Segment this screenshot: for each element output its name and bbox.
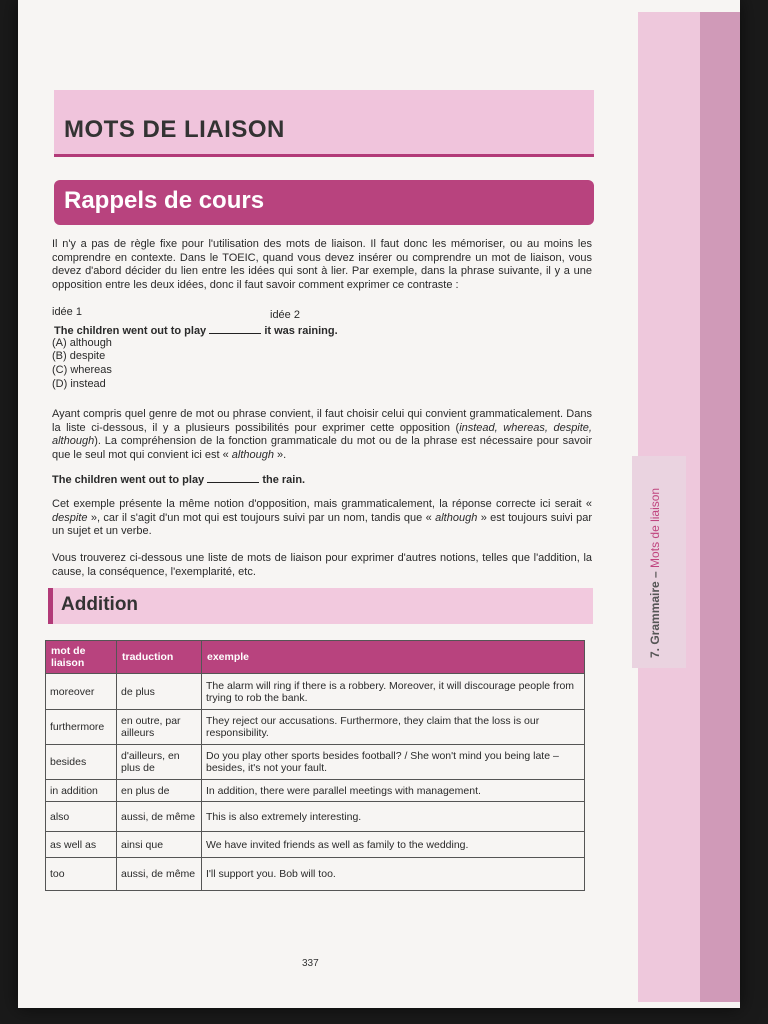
paragraph-grammar [52,408,592,462]
title-band [54,90,594,157]
addition-heading-band [48,588,593,624]
page-edge-shadow [700,12,740,1002]
intro-paragraph: Il n'y a pas de règle fixe pour l'utilisation des mots de liaison. Il faut donc les mémoriser, ou au moins les comprendre en contexte. Dans le TOEIC, quand vous devez insérer ou comprendre un mot de liaison, vous devez d'abord décider du lien entre les idées qui sont à lier. Par exemple, dans la phrase suivante, il y a une opposition entre les deux idées, donc il faut savoir comment exprimer ce contraste : [52,238,592,291]
table-cell: Do you play other sports besides football? / She won't mind you being late – besides, it's not your fault. [202,745,585,780]
table-cell: en plus de [117,780,202,802]
table-cell: besides [46,745,117,780]
table-cell: This is also extremely interesting. [202,802,585,832]
paragraph-text: Cet exemple présente la même notion d'opposition, mais grammaticalement, la réponse correcte ici serait « [52,498,592,510]
paragraph-italic: although [231,448,274,461]
paragraph-text: » est toujours suivi par un sujet et un verbe. [52,511,592,538]
table-row [46,674,585,710]
table-cell: d'ailleurs, en plus de [117,745,202,780]
table-cell: I'll support you. Bob will too. [202,858,585,891]
table-row [46,710,585,745]
addition-heading: Addition [61,594,139,615]
table-cell: aussi, de même [117,802,202,832]
table-cell: de plus [117,674,202,710]
section-heading: Rappels de cours [64,187,265,214]
example-sentence-start: The children went out to play [54,325,207,337]
section-heading-band [54,180,594,225]
example-sentence-2 [52,472,305,488]
table-cell: ainsi que [117,832,202,858]
column-header: mot de liaison [46,641,117,674]
example-option: (C) whereas [52,364,112,376]
table-cell: too [46,858,117,891]
table-row [46,780,585,802]
table-cell: in addition [46,780,117,802]
paragraph-text: », car il s'agit d'un mot qui est toujours suivi par un nom, tandis que « [87,511,436,524]
chapter-topic: Mots de liaison [648,487,662,568]
table-cell: moreover [46,674,117,710]
table-row [46,832,585,858]
chapter-name: 7. Grammaire – [648,567,662,658]
table-cell: aussi, de même [117,858,202,891]
table-cell: They reject our accusations. Furthermore, they claim that the loss is our responsibility. [202,710,585,745]
paragraph-despite [52,498,592,539]
example-option: (D) instead [52,378,106,390]
table-cell: furthermore [46,710,117,745]
paragraph-list-intro: Vous trouverez ci-dessous une liste de mots de liaison pour exprimer d'autres notions, telles que l'addition, la cause, la conséquence, l'exemplarité, etc. [52,552,592,578]
table-header-row [46,641,585,674]
table-cell: en outre, par ailleurs [117,710,202,745]
example-blank [209,323,261,334]
example-option: (A) although [52,337,112,349]
linking-words-table [45,640,585,891]
example2-end: the rain. [262,474,306,486]
paragraph-italic: despite [52,511,88,524]
table-cell: also [46,802,117,832]
table-cell: In addition, there were parallel meetings with management. [202,780,585,802]
idea1-label: idée 1 [52,306,82,318]
column-header: exemple [202,641,585,674]
example-option: (B) despite [52,350,106,362]
idea2-label: idée 2 [270,309,300,321]
example-sentence-end: it was raining. [264,325,338,337]
table-row [46,745,585,780]
table-cell: We have invited friends as well as family to the wedding. [202,832,585,858]
table-row [46,802,585,832]
column-header: traduction [117,641,202,674]
example2-blank [207,472,259,483]
paragraph-italic: although [435,511,478,524]
table-row [46,858,585,891]
paragraph-italic: instead, whereas, despite, although [52,421,592,448]
table-cell: as well as [46,832,117,858]
paragraph-text: Ayant compris quel genre de mot ou phrase convient, il faut choisir celui qui convient grammaticalement. Dans la liste ci-dessous, il y a plusieurs possibilités pour exprimer cette opposition ( [52,408,592,434]
example2-start: The children went out to play [52,474,205,486]
chapter-side-label [648,488,662,658]
page-title: MOTS DE LIAISON [64,116,285,143]
page-number: 337 [302,958,319,969]
table-cell: The alarm will ring if there is a robbery. Moreover, it will discourage people from trying to rob the bank. [202,674,585,710]
paragraph-text: ). La compréhension de la fonction grammaticale du mot ou de la phrase est nécessaire pour savoir que le seul mot qui convient ici est « [52,435,592,461]
paragraph-text: ». [273,448,287,461]
